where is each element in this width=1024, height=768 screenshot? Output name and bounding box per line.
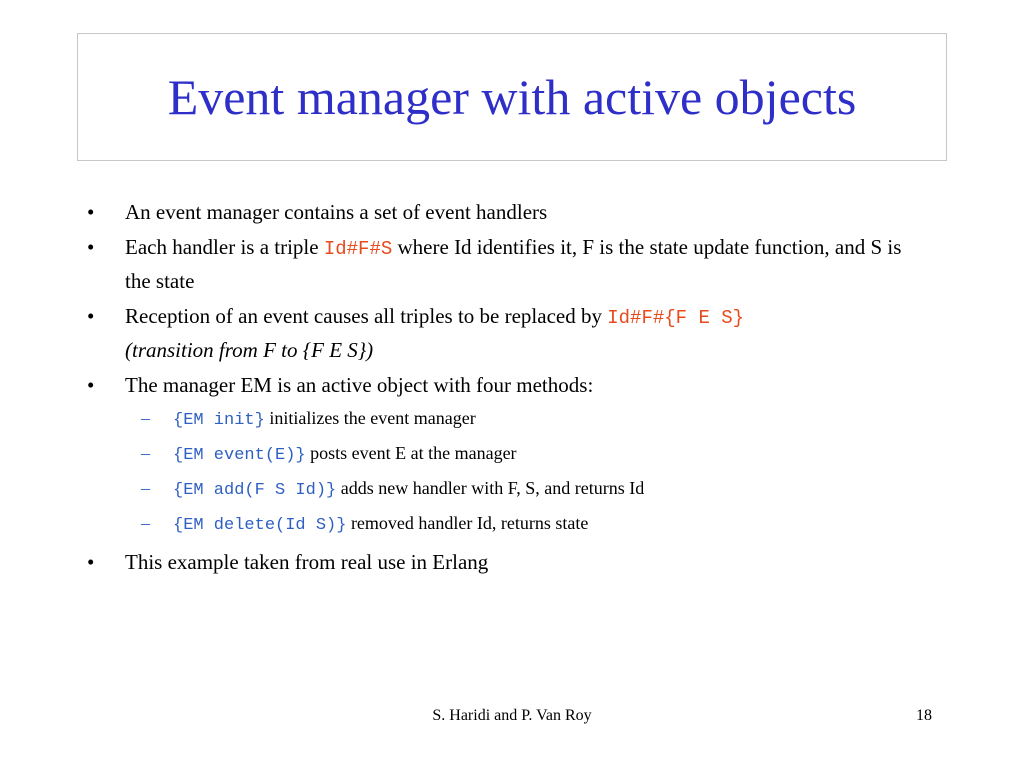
bullet-dot: • <box>87 235 95 259</box>
triple-code: Id#F#S <box>323 238 393 260</box>
bullet-2-text-post: where Id identifies it, F is the state update function, and S is the state <box>125 235 902 293</box>
dash-marker: – <box>141 513 150 533</box>
footer-author: S. Haridi and P. Van Roy <box>432 707 592 724</box>
bullet-4-text: The manager EM is an active object with four methods: <box>125 373 594 397</box>
bullet-5-text: This example taken from real use in Erlang <box>125 550 489 574</box>
title-frame <box>77 33 947 161</box>
method-item-event <box>87 437 927 472</box>
method-desc: posts event E at the manager <box>305 443 517 463</box>
slide-title: Event manager with active objects <box>167 69 857 125</box>
transition-note: (transition from F to {F E S}) <box>125 338 374 362</box>
dash-marker: – <box>141 408 150 428</box>
method-list <box>87 402 927 542</box>
dash-marker: – <box>141 478 150 498</box>
page-number: 18 <box>916 707 932 724</box>
method-code: {EM init} <box>173 411 265 430</box>
method-item-add <box>87 472 927 507</box>
dash-marker: – <box>141 443 150 463</box>
method-desc: adds new handler with F, S, and returns Id <box>336 478 645 498</box>
bullet-dot: • <box>87 373 95 397</box>
bullet-dot: • <box>87 200 95 224</box>
bullet-4 <box>87 369 927 401</box>
bullet-dot: • <box>87 304 95 328</box>
bullet-1 <box>87 196 927 228</box>
bullet-2 <box>87 231 927 297</box>
bullet-5 <box>87 546 927 578</box>
method-item-delete <box>87 507 927 542</box>
bullet-3 <box>87 300 927 366</box>
method-item-init <box>87 402 927 437</box>
bullet-3-text-pre: Reception of an event causes all triples to be replaced by <box>125 304 608 328</box>
bullet-dot: • <box>87 550 95 574</box>
method-code: {EM delete(Id S)} <box>173 516 347 535</box>
replacement-code: Id#F#{F E S} <box>607 307 745 329</box>
bullet-1-text: An event manager contains a set of event handlers <box>125 200 548 224</box>
method-desc: initializes the event manager <box>264 408 476 428</box>
method-desc: removed handler Id, returns state <box>346 513 589 533</box>
slide-content <box>87 196 927 581</box>
bullet-2-text-pre: Each handler is a triple <box>125 235 324 259</box>
method-code: {EM add(F S Id)} <box>173 481 337 500</box>
method-code: {EM event(E)} <box>173 446 306 465</box>
